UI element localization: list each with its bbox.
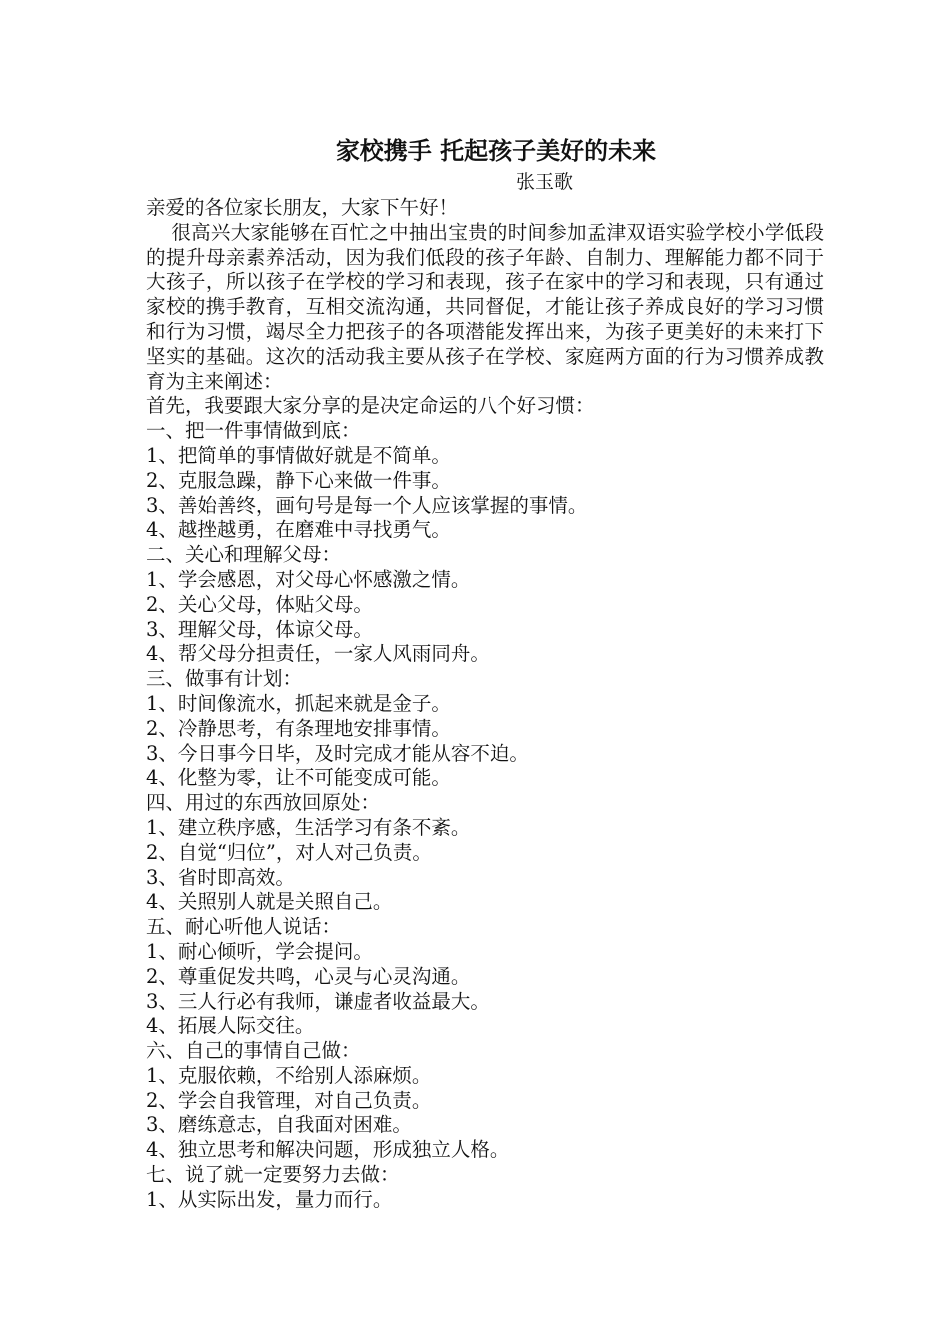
section-heading: 四、用过的东西放回原处： (146, 791, 381, 815)
list-item: 4、帮父母分担责任，一家人风雨同舟。 (146, 642, 490, 666)
section-4 (146, 791, 826, 915)
section-6 (146, 1039, 826, 1163)
list-item: 2、自觉“归位”，对人对己负责。 (146, 840, 432, 864)
list-item: 3、三人行必有我师，谦虚者收益最大。 (146, 989, 490, 1013)
list-item: 1、从实际出发，量力而行。 (146, 1187, 393, 1211)
list-item: 3、善始善终，画句号是每一个人应该掌握的事情。 (146, 493, 588, 517)
document-page (146, 134, 826, 1213)
lead-line: 首先，我要跟大家分享的是决定命运的八个好习惯： (146, 394, 595, 418)
section-heading: 二、关心和理解父母： (146, 543, 342, 567)
list-item: 3、磨练意志，自我面对困难。 (146, 1113, 412, 1137)
list-item: 4、独立思考和解决问题，形成独立人格。 (146, 1138, 510, 1162)
document-title: 家校携手 托起孩子美好的未来 (335, 136, 657, 165)
section-heading: 六、自己的事情自己做： (146, 1039, 361, 1063)
list-item: 1、克服依赖，不给别人添麻烦。 (146, 1063, 432, 1087)
list-item: 2、关心父母，体贴父母。 (146, 592, 373, 616)
greeting: 亲爱的各位家长朋友，大家下午好！ (146, 196, 459, 219)
section-heading: 一、把一件事情做到底： (146, 419, 361, 443)
list-item: 3、省时即高效。 (146, 865, 295, 889)
section-7 (146, 1163, 826, 1213)
section-heading: 三、做事有计划： (146, 667, 303, 691)
section-5 (146, 915, 826, 1039)
list-item: 1、把简单的事情做好就是不简单。 (146, 443, 451, 467)
list-item: 1、学会感恩，对父母心怀感激之情。 (146, 567, 471, 591)
list-item: 3、理解父母，体谅父母。 (146, 617, 373, 641)
list-item: 2、尊重促发共鸣，心灵与心灵沟通。 (146, 964, 471, 988)
list-item: 2、学会自我管理，对自己负责。 (146, 1088, 432, 1112)
list-item: 4、拓展人际交往。 (146, 1014, 315, 1038)
list-item: 1、耐心倾听，学会提问。 (146, 939, 373, 963)
list-item: 2、克服急躁，静下心来做一件事。 (146, 468, 451, 492)
list-item: 2、冷静思考，有条理地安排事情。 (146, 716, 451, 740)
list-item: 4、化整为零，让不可能变成可能。 (146, 766, 451, 790)
list-item: 3、今日事今日毕，及时完成才能从容不迫。 (146, 741, 529, 765)
list-item: 4、关照别人就是关照自己。 (146, 890, 393, 914)
list-item: 4、越挫越勇，在磨难中寻找勇气。 (146, 518, 451, 542)
section-heading: 七、说了就一定要努力去做： (146, 1163, 400, 1187)
section-3 (146, 667, 826, 791)
list-item: 1、时间像流水，抓起来就是金子。 (146, 691, 451, 715)
section-2 (146, 543, 826, 667)
list-item: 1、建立秩序感，生活学习有条不紊。 (146, 815, 471, 839)
intro-paragraph: 很高兴大家能够在百忙之中抽出宝贵的时间参加孟津双语实验学校小学低段的提升母亲素养活动，因为我们低段的孩子年龄、自制力、理解能力都不同于大孩子，所以孩子在学校的学习和表现，孩子在家中的学习和表现，只有通过家校的携手教育，互相交流沟通，共同督促，才能让孩子养成良好的学习习惯和行为习惯，竭尽全力把孩子的各项潜能发挥出来，为孩子更美好的未来打下坚实的基础。这次的活动我主要从孩子在学校、家庭两方面的行为习惯养成教育为主来阐述： (146, 220, 824, 393)
section-1 (146, 419, 826, 543)
section-heading: 五、耐心听他人说话： (146, 915, 342, 939)
author-name: 张玉歌 (516, 171, 574, 193)
